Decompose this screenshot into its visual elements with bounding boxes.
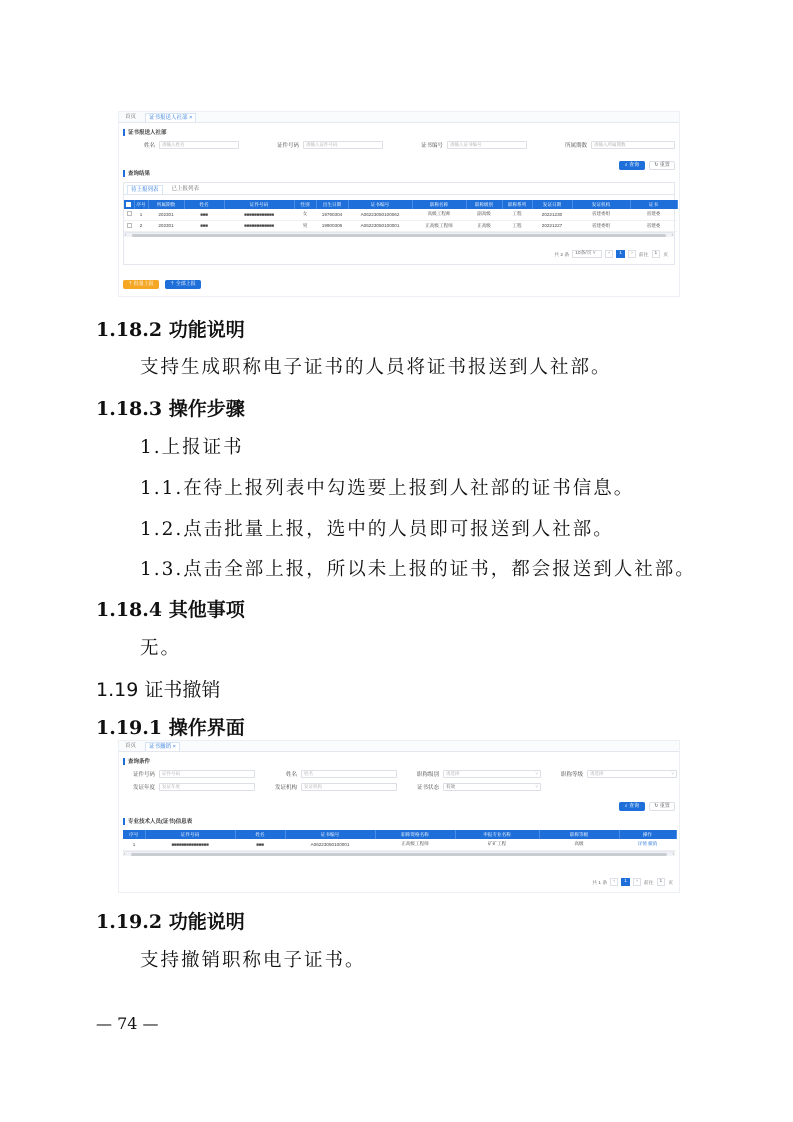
name-label: 姓名 xyxy=(285,771,297,778)
col-header: 发证机构 xyxy=(572,200,630,209)
chevron-down-icon: ˅ xyxy=(671,770,674,776)
paragraph: 1.上报证书 xyxy=(140,437,244,458)
goto-suffix: 页 xyxy=(663,252,668,258)
issue-year-input[interactable]: 发证年度 xyxy=(159,783,255,791)
title-grade-select[interactable]: 请选择 ˅ xyxy=(587,770,677,778)
cell: 工程 xyxy=(502,209,532,220)
goto-label: 前往 xyxy=(638,252,649,258)
heading-1-19-1: 1.19.1 操作界面 xyxy=(96,717,245,739)
chevron-down-icon: ˅ xyxy=(591,251,596,256)
prev-page-button[interactable]: ‹ xyxy=(605,250,613,258)
subtabs xyxy=(124,183,674,195)
tab-certificate-revoke[interactable]: 证书撤销 × xyxy=(145,742,180,751)
reset-button[interactable]: ↻ 重置 xyxy=(649,161,675,170)
batch-report-button[interactable]: ⇡ 批量上报 xyxy=(123,280,159,289)
cell: 省建委 xyxy=(630,220,677,231)
section-title: 查询条件 xyxy=(119,756,679,766)
cell: 矿矿工程 xyxy=(455,839,539,850)
id-number-label: 证件号码 xyxy=(132,771,155,778)
tab-home[interactable]: 首页 xyxy=(125,114,137,120)
heading-1-19-2: 1.19.2 功能说明 xyxy=(96,911,245,933)
cell: 省建委组 xyxy=(572,209,630,220)
certificate-table xyxy=(123,830,677,851)
page-tabs xyxy=(119,112,679,123)
title-grade-label: 职称等级 xyxy=(560,771,583,778)
section-title: 证书报送人社部 xyxy=(119,127,679,137)
detail-link[interactable]: 详情 xyxy=(637,841,647,847)
total-count: 共 2 条 xyxy=(554,252,570,258)
status-select[interactable]: 有效 ˅ xyxy=(443,783,541,791)
select-all-checkbox[interactable] xyxy=(126,202,131,207)
title-level-select[interactable]: 请选择 ˅ xyxy=(443,770,541,778)
certificate-revoke-screenshot xyxy=(118,740,680,893)
result-title: 查询结果 xyxy=(119,168,679,178)
cell: ■■■ xyxy=(235,839,285,850)
next-page-button[interactable]: › xyxy=(628,250,636,258)
col-header: 性别 xyxy=(294,200,316,209)
upload-icon: ⇡ xyxy=(128,281,133,287)
title-level-label: 职称级别 xyxy=(416,771,439,778)
id-number-label: 证件号码 xyxy=(276,142,299,149)
col-header: 职称系列 xyxy=(502,200,532,209)
goto-input[interactable]: 1 xyxy=(652,250,661,258)
table-row[interactable] xyxy=(124,209,677,220)
chevron-down-icon: ˅ xyxy=(535,770,538,776)
cell: 省建委组 xyxy=(572,220,630,231)
tab-home[interactable]: 首页 xyxy=(125,743,137,749)
goto-label: 前往 xyxy=(643,880,654,886)
cell: 工程 xyxy=(502,220,532,231)
issuer-input[interactable]: 发证机构 xyxy=(301,783,397,791)
table-row[interactable] xyxy=(123,839,676,850)
paragraph: 1.3.点击全部上报，所以未上报的证书，都会报送到人社部。 xyxy=(140,559,696,580)
cell: 20221230 xyxy=(532,209,572,220)
cell: 202301 xyxy=(148,209,184,220)
action-cell xyxy=(619,839,676,850)
pending-table xyxy=(124,200,678,232)
col-header: 申报专业名称 xyxy=(455,830,539,839)
col-header: 职称名称 xyxy=(412,200,466,209)
cell: ■■■ xyxy=(184,220,224,231)
horizontal-scrollbar[interactable]: ‹ › xyxy=(124,850,674,856)
col-header: 职称资格名称 xyxy=(375,830,455,839)
table-row[interactable] xyxy=(124,220,677,231)
col-header: 证书编号 xyxy=(348,200,412,209)
cell: 正高级工程师 xyxy=(412,220,466,231)
certificate-number-label: 证书编号 xyxy=(420,142,443,149)
col-header: 证件号码 xyxy=(145,830,235,839)
cell: A06223050100001 xyxy=(285,839,375,850)
cell: 2 xyxy=(134,220,148,231)
issuer-label: 发证机构 xyxy=(274,784,297,791)
cell: A06223050100001 xyxy=(348,220,412,231)
paragraph: 1.2.点击批量上报，选中的人员即可报送到人社部。 xyxy=(140,519,614,540)
col-header: 序号 xyxy=(134,200,148,209)
close-icon[interactable]: × xyxy=(172,744,176,750)
revoke-link[interactable]: 撤销 xyxy=(648,841,658,847)
paragraph: 无。 xyxy=(140,638,182,659)
col-header: 证书编号 xyxy=(285,830,375,839)
period-input[interactable]: 请输入所属期数 xyxy=(591,141,675,149)
result-title: 专业技术人员(证书)信息表 xyxy=(119,816,679,826)
cell: 20221227 xyxy=(532,220,572,231)
cell: 1 xyxy=(123,839,145,850)
table-header xyxy=(124,200,677,209)
name-label: 姓名 xyxy=(143,142,155,149)
cell: ■■■■■■■■■■■■■■■ xyxy=(145,839,235,850)
prev-page-button[interactable]: ‹ xyxy=(610,878,618,886)
row-checkbox[interactable] xyxy=(127,223,132,228)
heading-1-18-3: 1.18.3 操作步骤 xyxy=(96,398,245,420)
page-size-select[interactable]: 10条/页 ˅ xyxy=(572,250,602,258)
refresh-icon: ↻ xyxy=(654,803,659,809)
paragraph: 支持生成职称电子证书的人员将证书报送到人社部。 xyxy=(140,357,612,378)
cell: 副高级 xyxy=(466,209,502,220)
goto-input[interactable]: 1 xyxy=(657,878,666,886)
col-header: 姓名 xyxy=(235,830,285,839)
query-button[interactable]: ⌕ 查询 xyxy=(619,161,645,170)
cell: 19900306 xyxy=(316,220,348,231)
filter-row xyxy=(119,139,679,150)
certificate-report-screenshot xyxy=(118,111,680,297)
query-button[interactable]: ⌕ 查询 xyxy=(619,802,645,811)
col-header: 职称等级 xyxy=(539,830,619,839)
cell: A06223050100062 xyxy=(348,209,412,220)
cell: 女 xyxy=(294,209,316,220)
paragraph: 支持撤销职称电子证书。 xyxy=(140,950,366,971)
result-panel xyxy=(123,182,675,265)
heading-1-18-4: 1.18.4 其他事项 xyxy=(96,599,245,621)
cell: 202301 xyxy=(148,220,184,231)
filter-row xyxy=(119,781,679,792)
next-page-button[interactable]: › xyxy=(633,878,641,886)
name-input[interactable]: 请输入姓名 xyxy=(159,141,239,149)
goto-suffix: 页 xyxy=(668,880,673,886)
pagination xyxy=(554,250,668,258)
page-number[interactable]: 1 xyxy=(616,250,625,258)
cell: ■■■ xyxy=(184,209,224,220)
page-number[interactable]: 1 xyxy=(621,878,630,886)
col-header: 姓名 xyxy=(184,200,224,209)
col-header: 职称级别 xyxy=(466,200,502,209)
name-input[interactable]: 姓名 xyxy=(301,770,397,778)
status-label: 证书状态 xyxy=(416,784,439,791)
cell: ■■■■■■■■■■■■ xyxy=(224,209,294,220)
search-icon: ⌕ xyxy=(624,803,628,809)
cell: 19790304 xyxy=(316,209,348,220)
row-checkbox[interactable] xyxy=(127,211,132,216)
tab-certificate-report[interactable]: 证书报送人社部 × xyxy=(145,113,196,122)
upload-icon: ⇡ xyxy=(170,281,175,287)
page-tabs xyxy=(119,741,679,752)
report-all-button[interactable]: ⇡ 全部上报 xyxy=(165,280,201,289)
col-header: 操作 xyxy=(619,830,676,839)
id-number-input[interactable]: 证件号码 xyxy=(159,770,255,778)
col-header: 证件号码 xyxy=(224,200,294,209)
paragraph: 1.1.在待上报列表中勾选要上报到人社部的证书信息。 xyxy=(140,478,635,499)
chevron-down-icon: ˅ xyxy=(535,783,538,789)
heading-1-18-2: 1.18.2 功能说明 xyxy=(96,319,245,341)
cell: 正高级 xyxy=(466,220,502,231)
cell: 省建委 xyxy=(630,209,677,220)
cell: ■■■■■■■■■■■■ xyxy=(224,220,294,231)
cell: 正高级工程师 xyxy=(375,839,455,850)
cell: 1 xyxy=(134,209,148,220)
refresh-icon: ↻ xyxy=(654,162,659,168)
pagination xyxy=(592,878,673,886)
cell: 高级 xyxy=(539,839,619,850)
reset-button[interactable]: ↻ 重置 xyxy=(649,802,675,811)
col-header: 所属期数 xyxy=(148,200,184,209)
search-icon: ⌕ xyxy=(624,162,628,168)
cell: 男 xyxy=(294,220,316,231)
period-label: 所属期数 xyxy=(564,142,587,149)
heading-1-19: 1.19 证书撤销 xyxy=(96,679,221,701)
filter-row xyxy=(119,768,679,779)
col-header: 出生日期 xyxy=(316,200,348,209)
issue-year-label: 发证年度 xyxy=(132,784,155,791)
horizontal-scrollbar[interactable]: ‹ › xyxy=(125,231,673,237)
id-number-input[interactable]: 请输入证件号码 xyxy=(303,141,383,149)
close-icon[interactable]: × xyxy=(189,115,193,121)
tab-reported[interactable]: 已上报列表 xyxy=(171,186,200,192)
col-header: 证书 xyxy=(630,200,677,209)
cell: 高级工程师 xyxy=(412,209,466,220)
tab-pending[interactable]: 待上报列表 xyxy=(127,185,163,194)
total-count: 共 1 条 xyxy=(592,880,608,886)
table-header xyxy=(123,830,676,839)
certificate-number-input[interactable]: 请输入证书编号 xyxy=(447,141,527,149)
page-number-footer: — 74 — xyxy=(96,1014,159,1033)
col-header: 序号 xyxy=(123,830,145,839)
col-header: 发证日期 xyxy=(532,200,572,209)
